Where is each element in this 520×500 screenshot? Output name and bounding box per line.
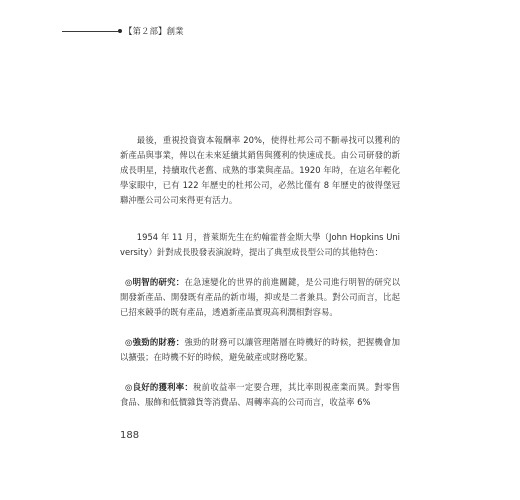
point-text: 強勁的財務可以讓管理階層在時機好的時候，把握機會加以擴張；在時機不好的時候，避免破產或財務吃緊。 — [120, 337, 400, 362]
point-finance — [120, 335, 400, 365]
page-number: 188 — [120, 430, 140, 441]
point-title: ◎強勁的財務： — [125, 337, 185, 347]
chapter-title: 【第２部】創業 — [124, 27, 184, 37]
paragraph-2: 1954 年 11 月，普萊斯先生在約翰霍普金斯大學（John Hopkins University）針對成長股發表演說時，提出了典型成長型公司的其他特色： — [120, 232, 400, 257]
point-profit-margin — [120, 380, 400, 410]
header-bullet — [118, 29, 122, 33]
running-header — [62, 23, 184, 39]
main-text — [120, 133, 400, 410]
point-title: ◎明智的研究： — [125, 277, 185, 287]
point-text: 稅前收益率一定要合理，其比率則視產業而異。對零售食品、服飾和低價雜貨等消費品、周轉率高的公司而言，收益率 6% — [120, 382, 401, 407]
point-research — [120, 275, 400, 320]
header-rule — [62, 31, 118, 32]
point-title: ◎良好的獲利率： — [125, 382, 194, 392]
paragraph-1: 最後，重視投資資本報酬率 20%，使得杜邦公司不斷尋找可以獲利的新產品與事業，俾以在未來延續其銷售與獲利的快速成長。由公司研發的新成長明星，持續取代老舊、成熟的事業與產品。1920 年時，在這名年輕化學家眼中，已有 122 年歷史的杜邦公司，必然比僅有 8 年歷史的彼得堡冠聯沖壓公司公司來得更有活力。 — [120, 135, 400, 205]
point-text: 在急速變化的世界的前進關鍵，是公司進行明智的研究以開發新產品、開發既有產品的新市場，抑或是二者兼具。對公司而言，比起已招來競爭的既有產品，透過新產品實現高利潤相對容易。 — [120, 277, 400, 317]
